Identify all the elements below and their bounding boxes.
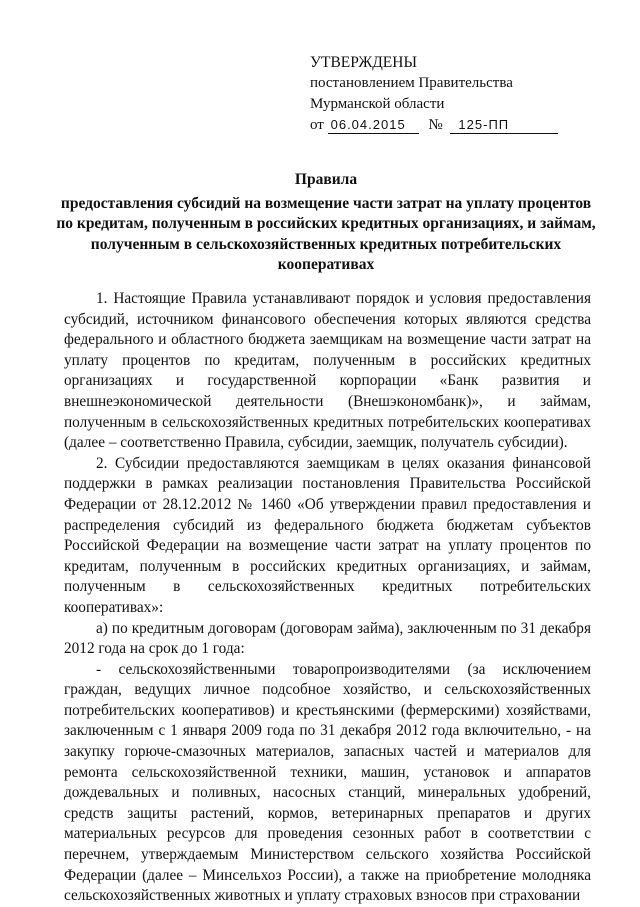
approval-date-number-line [310,115,610,136]
approval-date: 06.04.2015 [328,116,419,134]
paragraph-1: 1. Настоящие Правила устанавливают порядок и условия предоставления субсидий, источником финансового обеспечения которых являются средства федерального и областного бюджета заемщикам на возмещение части затрат на уплату процентов по кредитам, полученным в российских кредитных организациях и государственной корпорации «Банк развития и внешнеэкономической деятельности (Внешэкономбанк)», и займам, полученным в сельскохозяйственных кредитных потребительских кооперативах (далее – соответственно Правила, субсидии, заемщик, получатель субсидии). [64,290,591,452]
approval-issuer-line-2: Мурманской области [310,96,445,112]
approval-stamp-block [310,52,610,136]
paragraph-2a-item: - сельскохозяйственными товаропроизводителями (за исключением граждан, ведущих личное подсобное хозяйство, и сельскохозяйственных потребительских кооперативов) и крестьянскими (фермерскими) хозяйствами, заключенным с 1 января 2009 года по 31 декабря 2012 года включительно, - на закупку горюче-смазочных материалов, запасных частей и материалов для ремонта сельскохозяйственной техники, машин, установок и аппаратов дождевальных и поливных, насосных станций, минеральных удобрений, средств защиты растений, кормов, ветеринарных препаратов и других материальных ресурсов для проведения сезонных работ в соответствии с перечнем, утверждаемым Министерством сельского хозяйства Российской Федерации (далее – Минсельхоз России), а также на приобретение молодняка сельскохозяйственных животных и уплату страховых взносов при страховании [64,660,591,905]
approval-issuer-line-1: постановлением Правительства [310,75,513,91]
approval-number: 125-ПП [450,116,558,134]
document-title-block [56,170,596,276]
paragraph-2a: а) по кредитным договорам (договорам займа), заключенным по 31 декабря 2012 года на срок до 1 года: [64,619,591,658]
document-subtitle: предоставления субсидий на возмещение части затрат на уплату процентов по кредитам, полученным в российских кредитных организациях, и займам, полученным в сельскохозяйственных кредитных потребительских кооперативах [56,194,596,273]
approval-stamp: УТВЕРЖДЕНЫ [310,54,417,71]
paragraph-2: 2. Субсидии предоставляются заемщикам в целях оказания финансовой поддержки в рамках реализации постановления Правительства Российской Федерации от 28.12.2012 № 1460 «Об утверждении правил предоставления и распределения субсидий из федерального бюджета бюджетам субъектов Российской Федерации на возмещение части затрат на уплату процентов по кредитам, полученным в российских кредитных организациях, и займам, полученным в сельскохозяйственных кредитных потребительских кооперативах»: [64,454,591,616]
document-body [64,289,591,907]
document-title: Правила [294,171,358,188]
date-prefix: от [310,117,324,133]
number-sign: № [428,117,443,133]
